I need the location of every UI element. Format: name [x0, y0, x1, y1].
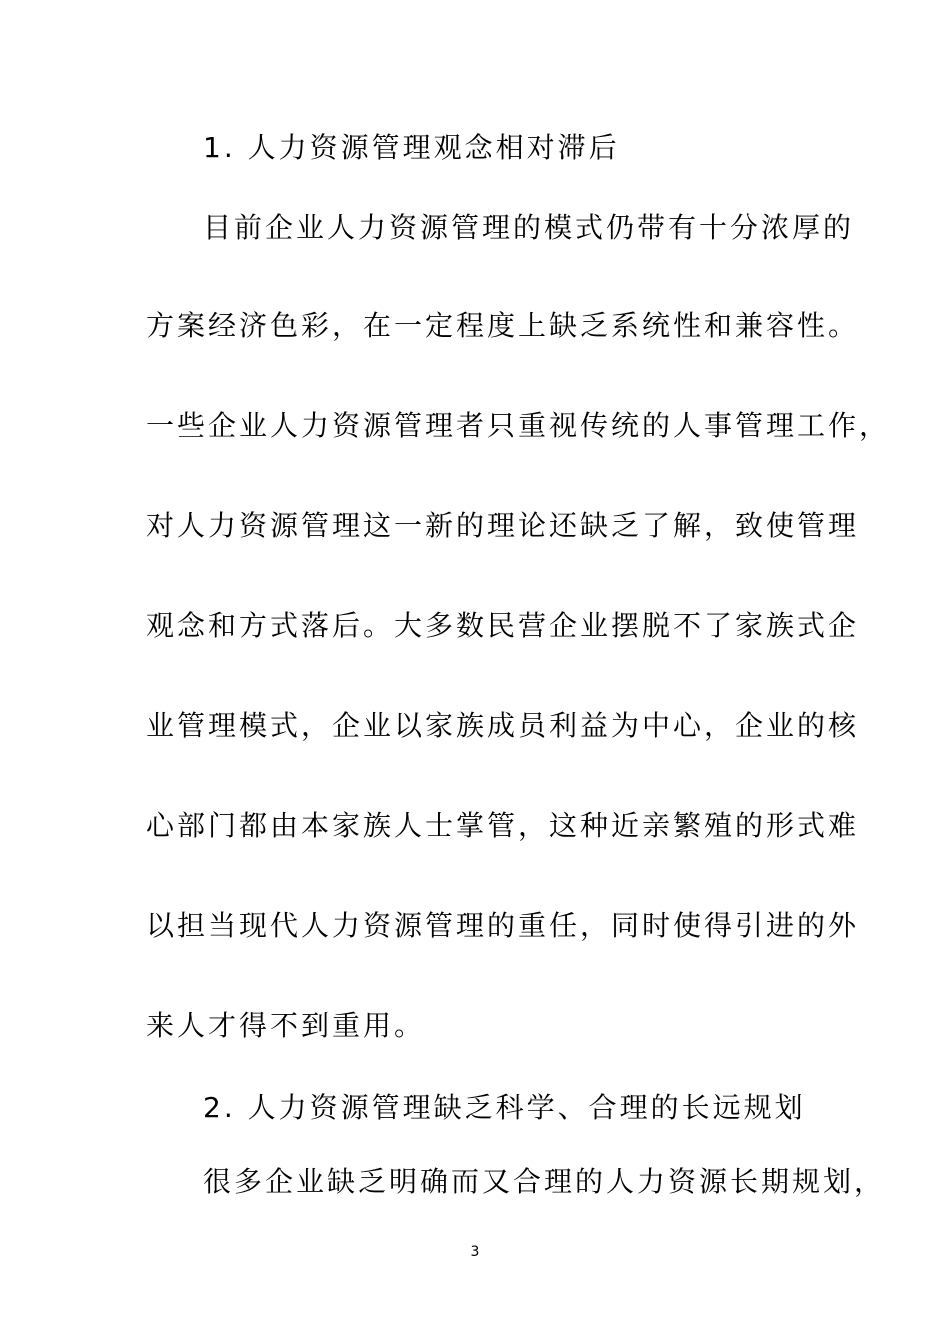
paragraph-line: 观念和方式落后。大多数民营企业摆脱不了家族式企	[146, 609, 860, 642]
paragraph-line: 很多企业缺乏明确而又合理的人力资源长期规划，	[203, 1165, 886, 1198]
paragraph-line: 一些企业人力资源管理者只重视传统的人事管理工作，	[146, 409, 891, 442]
paragraph-line: 目前企业人力资源管理的模式仍带有十分浓厚的	[203, 211, 855, 244]
paragraph-line: 以担当现代人力资源管理的重任，同时使得引进的外	[146, 909, 860, 942]
section-heading-1: 1. 人力资源管理观念相对滞后	[203, 131, 620, 164]
paragraph-line: 心部门都由本家族人士掌管，这种近亲繁殖的形式难	[146, 809, 860, 842]
paragraph-line: 业管理模式，企业以家族成员利益为中心，企业的核	[146, 709, 860, 742]
section-heading-2: 2. 人力资源管理缺乏科学、合理的长远规划	[203, 1091, 806, 1124]
paragraph-line: 来人才得不到重用。	[146, 1009, 426, 1042]
page-number: 3	[470, 1244, 480, 1260]
paragraph-line: 对人力资源管理这一新的理论还缺乏了解，致使管理	[146, 509, 860, 542]
paragraph-line: 方案经济色彩，在一定程度上缺乏系统性和兼容性。	[146, 309, 860, 342]
